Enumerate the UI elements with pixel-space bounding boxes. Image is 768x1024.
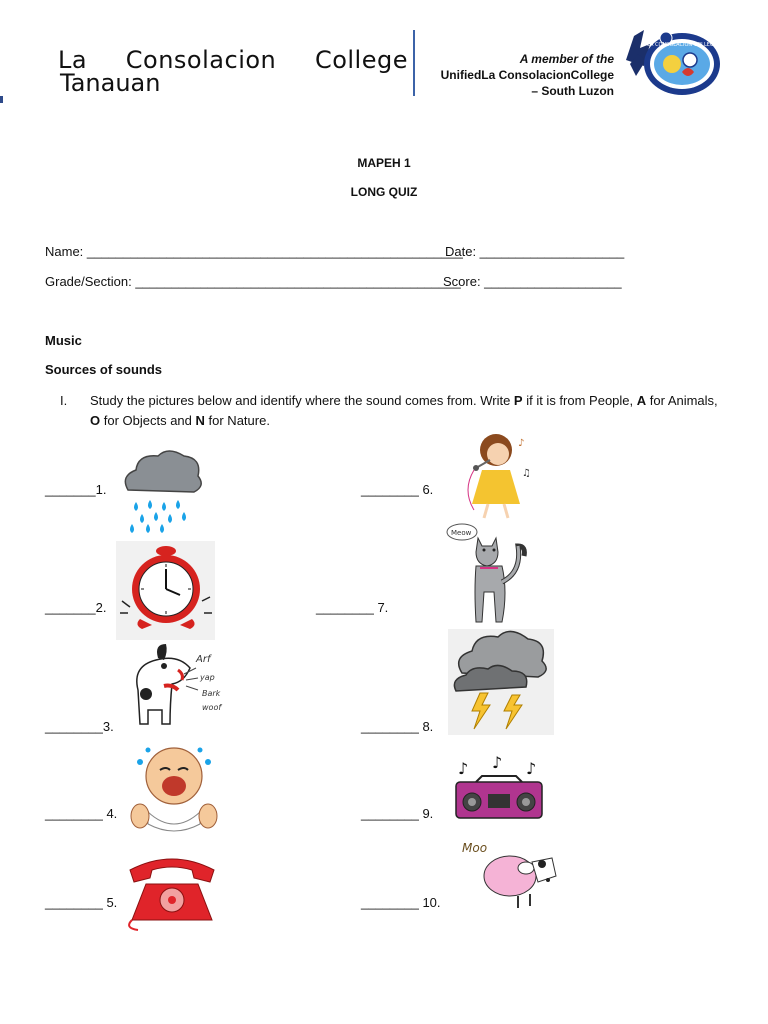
section-heading: Music — [45, 333, 82, 348]
svg-text:Arf: Arf — [196, 654, 211, 665]
instruction-numeral: I. — [60, 393, 68, 408]
logo-text: LA CONSOLACION COLLEGE — [647, 42, 717, 48]
svg-text:♪: ♪ — [492, 753, 503, 772]
answer-blank-5[interactable]: ________ 5. — [45, 895, 118, 910]
member-line-1: A member of the — [519, 52, 614, 66]
svg-text:Moo: Moo — [462, 841, 488, 855]
answer-blank-3[interactable]: ________3. — [45, 719, 114, 734]
instruction-text: Study the pictures below and identify where the sound comes from. Write P if it is from People, A for Animals, O for Objects and N for Nature. — [90, 393, 718, 428]
svg-text:♪: ♪ — [526, 759, 537, 778]
mooing-cow-icon — [456, 836, 564, 912]
member-note — [420, 51, 614, 95]
rain-cloud-icon — [118, 450, 204, 534]
member-line-3: – South Luzon — [531, 84, 614, 95]
section-subheading: Sources of sounds — [45, 362, 163, 377]
singing-girl-icon — [456, 430, 536, 522]
school-name: La Consolacion College — [58, 46, 408, 74]
quiz-subject: MAPEH 1 — [357, 156, 411, 170]
answer-blank-4[interactable]: ________ 4. — [45, 806, 118, 821]
answer-blank-6[interactable]: ________ 6. — [361, 482, 434, 497]
answer-blank-7[interactable]: ________ 7. — [316, 600, 389, 615]
header-divider — [413, 30, 415, 96]
answer-blank-1[interactable]: _______1. — [45, 482, 107, 497]
crying-baby-icon — [126, 742, 222, 838]
radio-icon — [452, 752, 546, 822]
instruction — [60, 391, 730, 431]
name-field[interactable]: Name: ____________________________________________________ — [45, 244, 463, 259]
score-field[interactable]: Score: ___________________ — [443, 274, 622, 289]
svg-text:♪: ♪ — [518, 438, 525, 449]
college-logo-icon — [620, 26, 724, 98]
svg-text:yap: yap — [200, 673, 215, 682]
answer-blank-9[interactable]: ________ 9. — [361, 806, 434, 821]
svg-text:♫: ♫ — [522, 468, 531, 479]
answer-blank-10[interactable]: ________ 10. — [361, 895, 441, 910]
school-location: Tanauan — [60, 69, 161, 97]
telephone-icon — [122, 850, 222, 932]
svg-text:♪: ♪ — [458, 759, 469, 778]
svg-text:Bark: Bark — [202, 689, 221, 698]
grade-section-field[interactable]: Grade/Section: _____________________________________________ — [45, 274, 461, 289]
svg-text:Meow: Meow — [451, 529, 472, 537]
quiz-title: LONG QUIZ — [350, 185, 418, 199]
member-line-2: UnifiedLa ConsolacionCollege — [440, 68, 614, 82]
meowing-cat-icon — [446, 522, 538, 630]
alarm-clock-icon — [116, 541, 215, 640]
date-field[interactable]: Date: ____________________ — [445, 244, 625, 259]
barking-dog-icon — [118, 640, 228, 740]
thunderstorm-icon — [448, 629, 554, 735]
margin-mark — [0, 96, 3, 103]
answer-blank-8[interactable]: ________ 8. — [361, 719, 434, 734]
answer-blank-2[interactable]: _______2. — [45, 600, 107, 615]
svg-text:woof: woof — [202, 703, 222, 712]
